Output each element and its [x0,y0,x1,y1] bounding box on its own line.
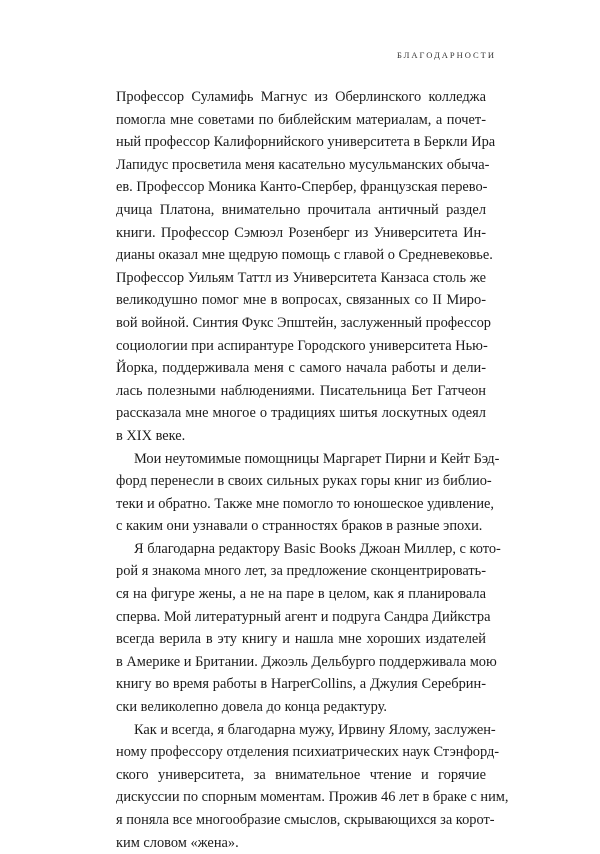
text-line: социологии при аспирантуре Городского университета Нью- [116,337,488,354]
body-text [116,86,509,854]
text-line: Я благодарна редактору Basic Books Джоан Миллер, с кото- [134,540,501,557]
text-line: ски великолепно довела до конца редактуру. [116,699,387,716]
text-line: дианы оказал мне щедрую помощь с главой о Средневековье. [116,247,493,264]
text-line: теки и обратно. Также мне помогло то юношеское удивление, [116,495,495,512]
text-line: книгу во время работы в HarperCollins, а Джулия Серебрин- [116,676,486,693]
running-head: БЛАГОДАРНОСТИ [396,50,496,60]
text-line: всегда верила в эту книгу и нашла мне хороших издателей [116,631,486,648]
text-line: сперва. Мой литературный агент и подруга Сандра Дийкстра [116,608,491,625]
text-line: Как и всегда, я благодарна мужу, Ирвину Ялому, заслужен- [134,721,496,738]
text-line: ев. Профессор Моника Канто-Спербер, французская перево- [116,179,488,196]
text-line: рассказала мне многое о традициях шитья лоскутных одеял [116,405,486,422]
paragraph [116,86,496,448]
text-line: лась полезными наблюдениями. Писательница Бет Гатчеон [116,382,486,399]
text-line: ким словом «жена». [116,834,239,851]
text-line: Профессор Суламифь Магнус из Оберлинского колледжа [116,89,486,105]
text-line: ный профессор Калифорнийского университета в Беркли Ира [116,134,496,151]
text-line: я поняла все многообразие смыслов, скрывающихся за корот- [116,812,495,828]
text-line: дискуссии по спорным моментам. Прожив 46 лет в браке с ним, [116,789,509,806]
text-line: вой войной. Синтия Фукс Эпштейн, заслуженный профессор [116,314,492,331]
text-line: ского университета, за внимательное чтение и горячие [116,766,486,783]
text-line: в Америке и Британии. Джоэль Дельбурго поддерживала мою [116,653,497,670]
text-line: Йорка, поддерживала меня с самого начала работы и дели- [116,360,486,377]
text-line: Лапидус просветила меня касательно мусульманских обычa- [116,156,490,173]
text-line: великодушно помог мне в вопросах, связанных со II Миро- [116,292,486,309]
paragraph [116,538,501,719]
text-line: ся на фигуре жены, а не на паре в целом, как я планировала [116,586,486,603]
paragraph [116,719,509,854]
text-line: дчица Платона, внимательно прочитала античный раздел [116,201,486,218]
text-line: форд перенесли в своих сильных руках горы книг из библио- [116,473,492,490]
text-line: книги. Профессор Сэмюэл Розенберг из Университета Ин- [116,224,486,241]
text-line: ному профессору отделения психиатрических наук Стэнфорд- [116,744,500,761]
text-line: Мои неутомимые помощницы Маргарет Пирни и Кейт Бэд- [134,450,500,467]
text-line: в XIX веке. [116,427,186,444]
text-line: с каким они узнавали о странностях браков в разные эпохи. [116,518,483,535]
text-line: Профессор Уильям Таттл из Университета Канзаса столь же [116,269,486,286]
text-line: помогла мне советами по библейским материалам, а почет- [116,111,486,128]
text-line: рой я знакома много лет, за предложение сконцентрировать- [116,563,486,580]
paragraph [116,448,500,538]
